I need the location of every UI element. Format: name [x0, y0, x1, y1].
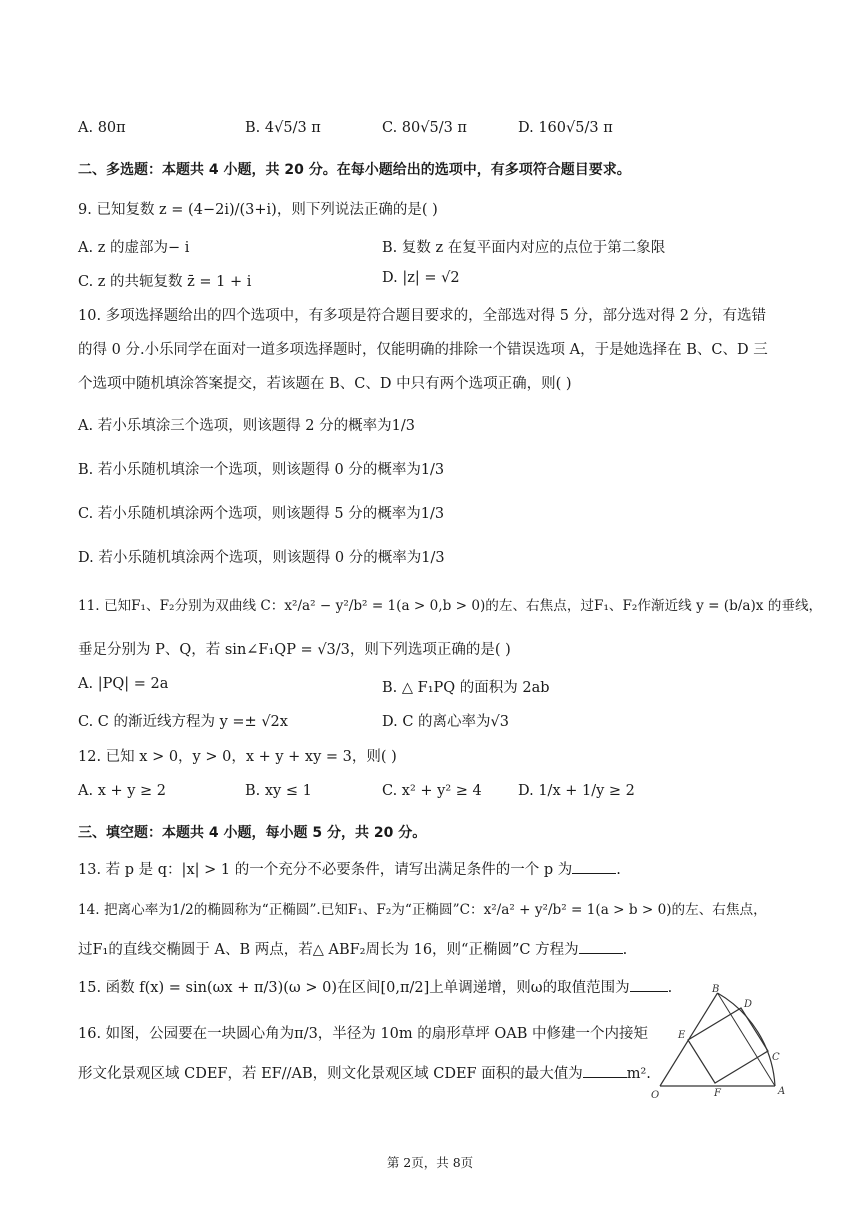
q12-option-a: A. x + y ≥ 2 — [78, 783, 167, 799]
q11-option-a: A. |PQ| = 2a — [78, 676, 169, 692]
q10-option-d: D. 若小乐随机填涂两个选项，则该题得 0 分的概率为1/3 — [78, 550, 445, 566]
q10-line-2: 的得 0 分.小乐同学在面对一道多项选择题时，仅能明确的排除一个错误选项 A，于是她选择在 B、C、D 三 — [78, 342, 768, 358]
q8-option-c: C. 80√5/3 π — [382, 120, 467, 136]
q16-line-2 — [78, 1062, 651, 1083]
q15-end: . — [667, 980, 673, 996]
q14-line-2 — [78, 938, 627, 959]
q14-line-1: 14. 把离心率为1/2的椭圆称为“正椭圆”.已知F₁、F₂为“正椭圆”C：x²/a² + y²/b² = 1(a > b > 0)的左、右焦点， — [78, 902, 767, 918]
q12-stem: 12. 已知 x > 0，y > 0，x + y + xy = 3，则( ) — [78, 749, 397, 765]
label-a: A — [778, 1086, 786, 1097]
q9-option-b: B. 复数 z 在复平面内对应的点位于第二象限 — [382, 240, 666, 256]
q13-text: 13. 若 p 是 q：|x| > 1 的一个充分不必要条件，请写出满足条件的一个 p 为 — [78, 862, 573, 878]
q16-end: m². — [626, 1066, 651, 1082]
q10-line-1: 10. 多项选择题给出的四个选项中，有多项是符合题目要求的，全部选对得 5 分，部分选对得 2 分，有选错 — [78, 308, 767, 324]
q16-text: 形文化景观区域 CDEF，若 EF//AB，则文化景观区域 CDEF 面积的最大值为 — [78, 1066, 583, 1082]
label-f: F — [714, 1088, 721, 1099]
q12-option-b: B. xy ≤ 1 — [245, 783, 312, 799]
q11-option-b: B. △ F₁PQ 的面积为 2ab — [382, 680, 550, 696]
q9-option-c: C. z 的共轭复数 z̄ = 1 + i — [78, 274, 252, 290]
label-o: O — [651, 1090, 660, 1101]
q13-line — [78, 858, 621, 879]
q14-text: 过F₁的直线交椭圆于 A、B 两点，若△ ABF₂周长为 16，则“正椭圆”C 方程为 — [78, 942, 579, 958]
q12-option-c: C. x² + y² ≥ 4 — [382, 783, 482, 799]
q15-text: 15. 函数 f(x) = sin(ωx + π/3)(ω > 0)在区间[0,π/2]上单调递增，则ω的取值范围为 — [78, 980, 630, 996]
q11-line-1: 11. 已知F₁、F₂分别为双曲线 C：x²/a² − y²/b² = 1(a > 0,b > 0)的左、右焦点，过F₁、F₂作渐近线 y = (b/a)x 的垂线， — [78, 598, 823, 614]
q8-option-d: D. 160√5/3 π — [518, 120, 613, 136]
q11-line-2: 垂足分别为 P、Q，若 sin∠F₁QP = √3/3，则下列选项正确的是( ) — [78, 642, 511, 658]
q14-answer-blank[interactable] — [579, 939, 623, 954]
q14-end: . — [622, 942, 628, 958]
q10-line-3: 个选项中随机填涂答案提交，若该题在 B、C、D 中只有两个选项正确，则( ) — [78, 376, 572, 392]
q16-answer-blank[interactable] — [583, 1063, 627, 1078]
sector-figure — [648, 982, 798, 1104]
q8-option-b: B. 4√5/3 π — [245, 120, 321, 136]
section-multiple-choice-heading: 二、多选题：本题共 4 小题，共 20 分。在每小题给出的选项中，有多项符合题目要求。 — [78, 162, 631, 178]
q12-option-d: D. 1/x + 1/y ≥ 2 — [518, 783, 635, 799]
q10-option-c: C. 若小乐随机填涂两个选项，则该题得 5 分的概率为1/3 — [78, 506, 445, 522]
q11-option-c: C. C 的渐近线方程为 y =± √2x — [78, 714, 288, 730]
q16-line-1: 16. 如图，公园要在一块圆心角为π/3，半径为 10m 的扇形草坪 OAB 中修建一个内接矩 — [78, 1026, 648, 1042]
q10-option-a: A. 若小乐填涂三个选项，则该题得 2 分的概率为1/3 — [78, 418, 415, 434]
label-d: D — [744, 999, 753, 1010]
label-b: B — [712, 984, 720, 995]
q8-option-a: A. 80π — [78, 120, 126, 136]
q15-line — [78, 976, 672, 997]
label-c: C — [772, 1052, 780, 1063]
q13-end: . — [616, 862, 621, 878]
q11-option-d: D. C 的离心率为√3 — [382, 714, 509, 730]
q9-option-a: A. z 的虚部为− i — [78, 240, 190, 256]
label-e: E — [678, 1030, 686, 1041]
page-footer: 第 2页，共 8页 — [386, 1155, 474, 1170]
rectangle-cdef — [688, 1008, 768, 1083]
section-fill-in-heading: 三、填空题：本题共 4 小题，每小题 5 分，共 20 分。 — [78, 825, 427, 841]
q9-option-d: D. |z| = √2 — [382, 270, 460, 286]
q13-answer-blank[interactable] — [572, 859, 616, 874]
q10-option-b: B. 若小乐随机填涂一个选项，则该题得 0 分的概率为1/3 — [78, 462, 445, 478]
q9-stem: 9. 已知复数 z = (4−2i)/(3+i)，则下列说法正确的是( ) — [78, 202, 438, 218]
